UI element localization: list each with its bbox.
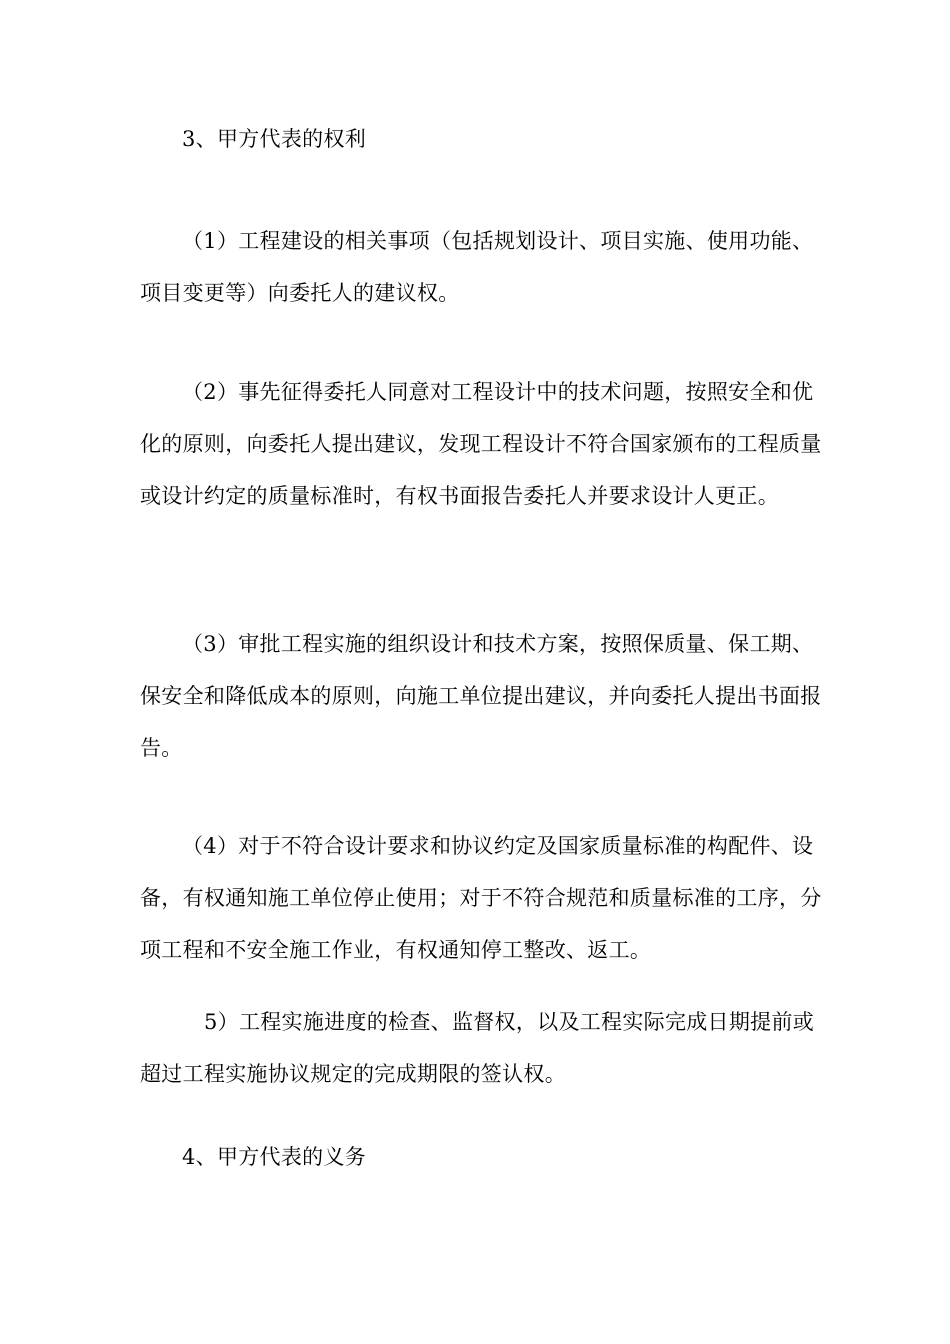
paragraph-item-1: （1）工程建设的相关事项（包括规划设计、项目实施、使用功能、项目变更等）向委托人的建议权。	[140, 229, 814, 305]
section-4-heading: 4、甲方代表的义务	[182, 1145, 367, 1169]
paragraph-item-2: （2）事先征得委托人同意对工程设计中的技术问题，按照安全和优化的原则，向委托人提出建议，发现工程设计不符合国家颁布的工程质量或设计约定的质量标准时，有权书面报告委托人并要求设计人更正。	[140, 380, 822, 508]
paragraph-item-3: （3）审批工程实施的组织设计和技术方案，按照保质量、保工期、保安全和降低成本的原则，向施工单位提出建议，并向委托人提出书面报告。	[140, 632, 822, 760]
paragraph-item-5: 5）工程实施进度的检查、监督权，以及工程实际完成日期提前或超过工程实施协议规定的完成期限的签认权。	[140, 1010, 815, 1086]
section-3-heading: 3、甲方代表的权利	[182, 127, 367, 151]
paragraph-item-4: （4）对于不符合设计要求和协议约定及国家质量标准的构配件、设备，有权通知施工单位停止使用；对于不符合规范和质量标准的工序，分项工程和不安全施工作业，有权通知停工整改、返工。	[140, 834, 822, 962]
